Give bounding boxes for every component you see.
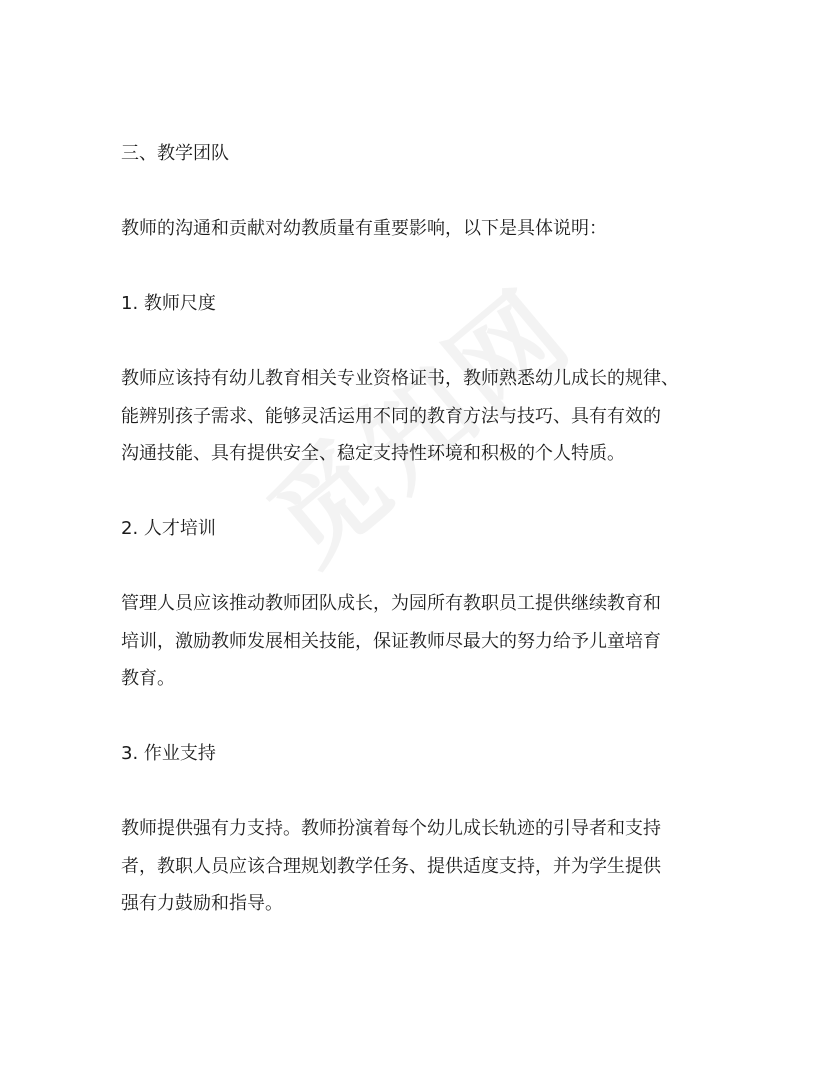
section-heading: 三、教学团队 [121,143,229,164]
paragraph-line: 教育。 [121,668,175,689]
item-heading-3: 3. 作业支持 [121,743,216,764]
item-heading-2: 2. 人才培训 [121,518,216,539]
paragraph-line: 能辨别孩子需求、能够灵活运用不同的教育方法与技巧、具有有效的 [121,406,661,427]
paragraph-line: 培训，激励教师发展相关技能，保证教师尽最大的努力给予儿童培育 [121,631,661,652]
paragraph-line: 强有力鼓励和指导。 [121,893,283,914]
paragraph-line: 沟通技能、具有提供安全、稳定支持性环境和积极的个人特质。 [121,443,625,464]
paragraph-line: 者，教职人员应该合理规划教学任务、提供适度支持，并为学生提供 [121,856,661,877]
paragraph-line: 教师提供强有力支持。教师扮演着每个幼儿成长轨迹的引导者和支持 [121,818,661,839]
intro-paragraph: 教师的沟通和贡献对幼教质量有重要影响，以下是具体说明： [121,218,607,239]
paragraph-line: 管理人员应该推动教师团队成长，为园所有教职员工提供继续教育和 [121,593,661,614]
paragraph-line: 教师应该持有幼儿教育相关专业资格证书，教师熟悉幼儿成长的规律、 [121,368,679,389]
item-heading-1: 1. 教师尺度 [121,293,216,314]
